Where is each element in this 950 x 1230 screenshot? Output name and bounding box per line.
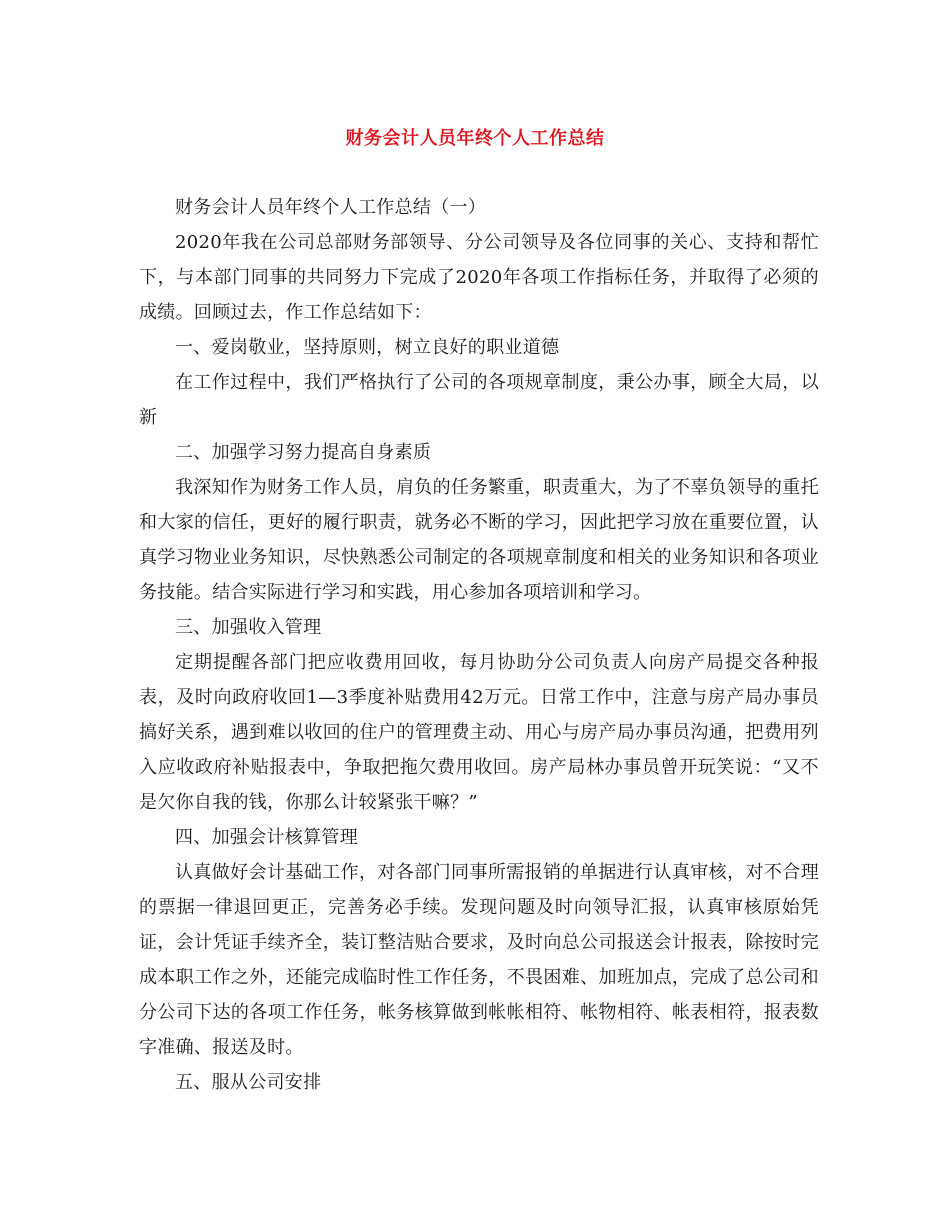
paragraph-subtitle: 财务会计人员年终个人工作总结（一） xyxy=(175,197,487,218)
section-heading-1: 一、爱岗敬业，坚持原则，树立良好的职业道德 xyxy=(175,337,560,358)
section-heading-4: 四、加强会计核算管理 xyxy=(175,827,358,848)
section-heading-5: 五、服从公司安排 xyxy=(175,1072,322,1093)
document-body xyxy=(139,190,819,1100)
paragraph-section-4: 认真做好会计基础工作，对各部门同事所需报销的单据进行认真审核，对不合理的票据一律退回更正，完善务必手续。发现问题及时向领导汇报，认真审核原始凭证，会计凭证手续齐全，装订整洁贴合要求，及时向总公司报送会计报表，除按时完成本职工作之外，还能完成临时性工作任务，不畏困难、加班加点，完成了总公司和分公司下达的各项工作任务，帐务核算做到帐帐相符、帐物相符、帐表相符，报表数字准确、报送及时。 xyxy=(139,862,819,1058)
section-heading-2: 二、加强学习努力提高自身素质 xyxy=(175,442,432,463)
document-title: 财务会计人员年终个人工作总结 xyxy=(345,128,605,149)
paragraph-section-3: 定期提醒各部门把应收费用回收，每月协助分公司负责人向房产局提交各种报表，及时向政府收回1—3季度补贴费用42万元。日常工作中，注意与房产局办事员搞好关系，遇到难以收回的住户的管理费主动、用心与房产局办事员沟通，把费用列入应收政府补贴报表中，争取把拖欠费用收回。房产局林办事员曾开玩笑说：“又不是欠你自我的钱，你那么计较紧张干嘛？” xyxy=(139,652,819,813)
section-heading-3: 三、加强收入管理 xyxy=(175,617,322,638)
paragraph-intro: 2020年我在公司总部财务部领导、分公司领导及各位同事的关心、支持和帮忙下，与本部门同事的共同努力下完成了2020年各项工作指标任务，并取得了必须的成绩。回顾过去，作工作总结如下： xyxy=(139,232,819,323)
paragraph-section-1: 在工作过程中，我们严格执行了公司的各项规章制度，秉公办事，顾全大局，以新 xyxy=(139,372,819,428)
paragraph-section-2: 我深知作为财务工作人员，肩负的任务繁重，职责重大，为了不辜负领导的重托和大家的信任，更好的履行职责，就务必不断的学习，因此把学习放在重要位置，认真学习物业业务知识，尽快熟悉公司制定的各项规章制度和相关的业务知识和各项业务技能。结合实际进行学习和实践，用心参加各项培训和学习。 xyxy=(139,477,819,603)
